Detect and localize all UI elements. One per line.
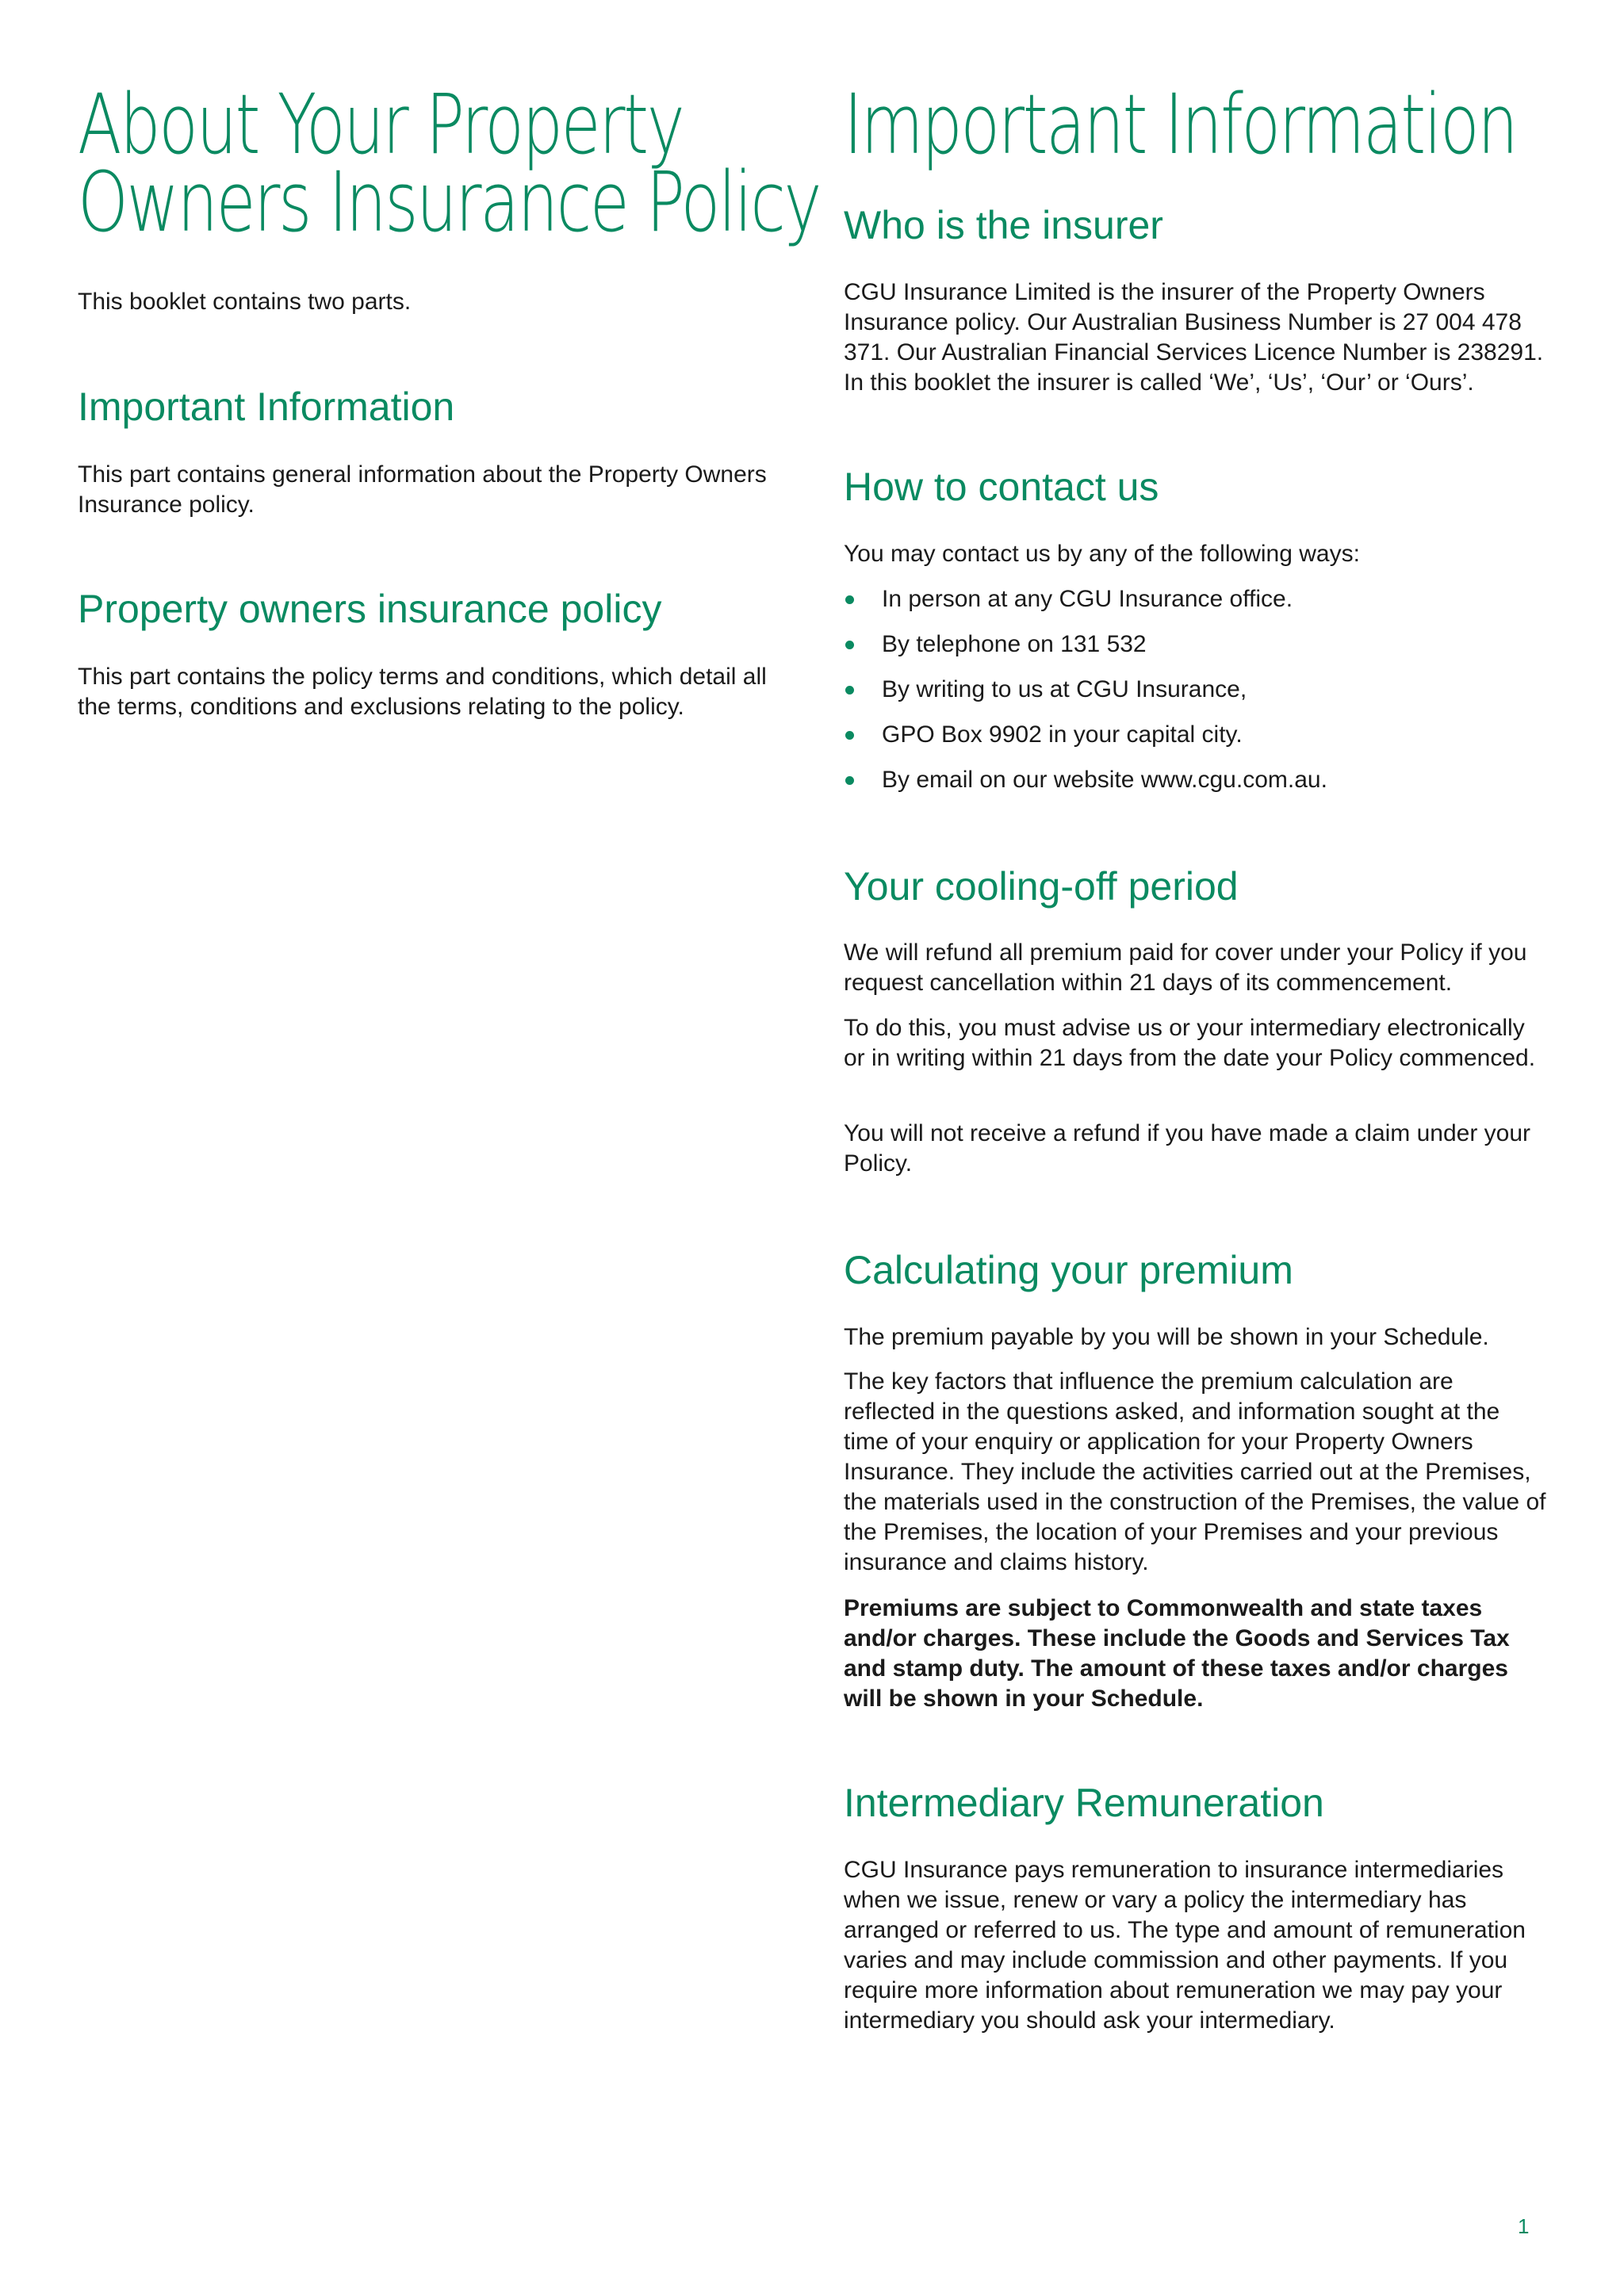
bullet-icon	[845, 595, 854, 604]
cooling-off-paragraph-3: You will not receive a refund if you have made a claim under your Policy.	[844, 1120, 1531, 1177]
heading-intermediary-remuneration: Intermediary Remuneration	[844, 1781, 1324, 1825]
section-body-property-owners-policy: This part contains the policy terms and conditions, which detail all the terms, conditions and exclusions relating to the policy.	[78, 664, 767, 720]
heading-who-is-the-insurer: Who is the insurer	[844, 203, 1163, 247]
page-number: 1	[1518, 2214, 1530, 2238]
premium-tax-note: Premiums are subject to Commonwealth and state taxes and/or charges. These include the Goods and Services Tax and stamp duty. The amount of these taxes and/or charges will be shown in your Schedule.	[844, 1595, 1510, 1712]
section-body-important-information: This part contains general information about the Property Owners Insurance policy.	[78, 461, 767, 518]
contact-method-item: GPO Box 9902 in your capital city.	[844, 720, 1549, 750]
premium-paragraph-1: The premium payable by you will be shown in your Schedule.	[844, 1324, 1489, 1350]
heading-how-to-contact-us: How to contact us	[844, 465, 1159, 509]
important-information-title: Important Information	[844, 76, 1517, 173]
section-heading-property-owners-policy: Property owners insurance policy	[78, 587, 662, 631]
heading-calculating-your-premium: Calculating your premium	[844, 1248, 1293, 1292]
heading-cooling-off-period: Your cooling-off period	[844, 864, 1239, 909]
booklet-title-line-2: Owners Insurance Policy	[78, 154, 821, 251]
contact-intro: You may contact us by any of the following ways:	[844, 541, 1360, 567]
bullet-icon	[845, 641, 854, 649]
cooling-off-paragraph-2: To do this, you must advise us or your intermediary electronically or in writing within 21 days from the date your Policy commenced.	[844, 1015, 1536, 1071]
bullet-icon	[845, 731, 854, 740]
booklet-title-line-1: About Your Property	[78, 76, 684, 173]
contact-method-item: By telephone on 131 532	[844, 629, 1549, 660]
cooling-off-paragraph-1: We will refund all premium paid for cover under your Policy if you request cancellation within 21 days of its commencement.	[844, 939, 1527, 996]
bullet-icon	[845, 686, 854, 695]
booklet-intro: This booklet contains two parts.	[78, 289, 412, 315]
contact-method-item: By email on our website www.cgu.com.au.	[844, 765, 1549, 795]
contact-method-item: By writing to us at CGU Insurance,	[844, 675, 1549, 705]
premium-paragraph-2: The key factors that influence the premium calculation are reflected in the questions asked, and information sought at the time of your enquiry or application for your Property Owners Insurance. They include the activities carried out at the Premises, the materials used in the construction of the Premises, the value of the Premises, the location of your Premises and your previous insurance and claims history.	[844, 1368, 1546, 1575]
bullet-icon	[845, 776, 854, 785]
contact-method-item: In person at any CGU Insurance office.	[844, 584, 1549, 614]
contact-methods-list	[844, 584, 1549, 810]
insurer-body: CGU Insurance Limited is the insurer of the Property Owners Insurance policy. Our Australian Business Number is 27 004 478 371. Our Australian Financial Services Licence Number is 238291. In this booklet the insurer is called ‘We’, ‘Us’, ‘Our’ or ‘Ours’.	[844, 279, 1544, 396]
section-heading-important-information: Important Information	[78, 385, 455, 429]
booklet-title	[78, 76, 821, 251]
remuneration-body: CGU Insurance pays remuneration to insurance intermediaries when we issue, renew or vary a policy the intermediary has arranged or referred to us. The type and amount of remuneration varies and may include commission and other payments. If you require more information about remuneration we may pay your intermediary you should ask your intermediary.	[844, 1857, 1526, 2034]
